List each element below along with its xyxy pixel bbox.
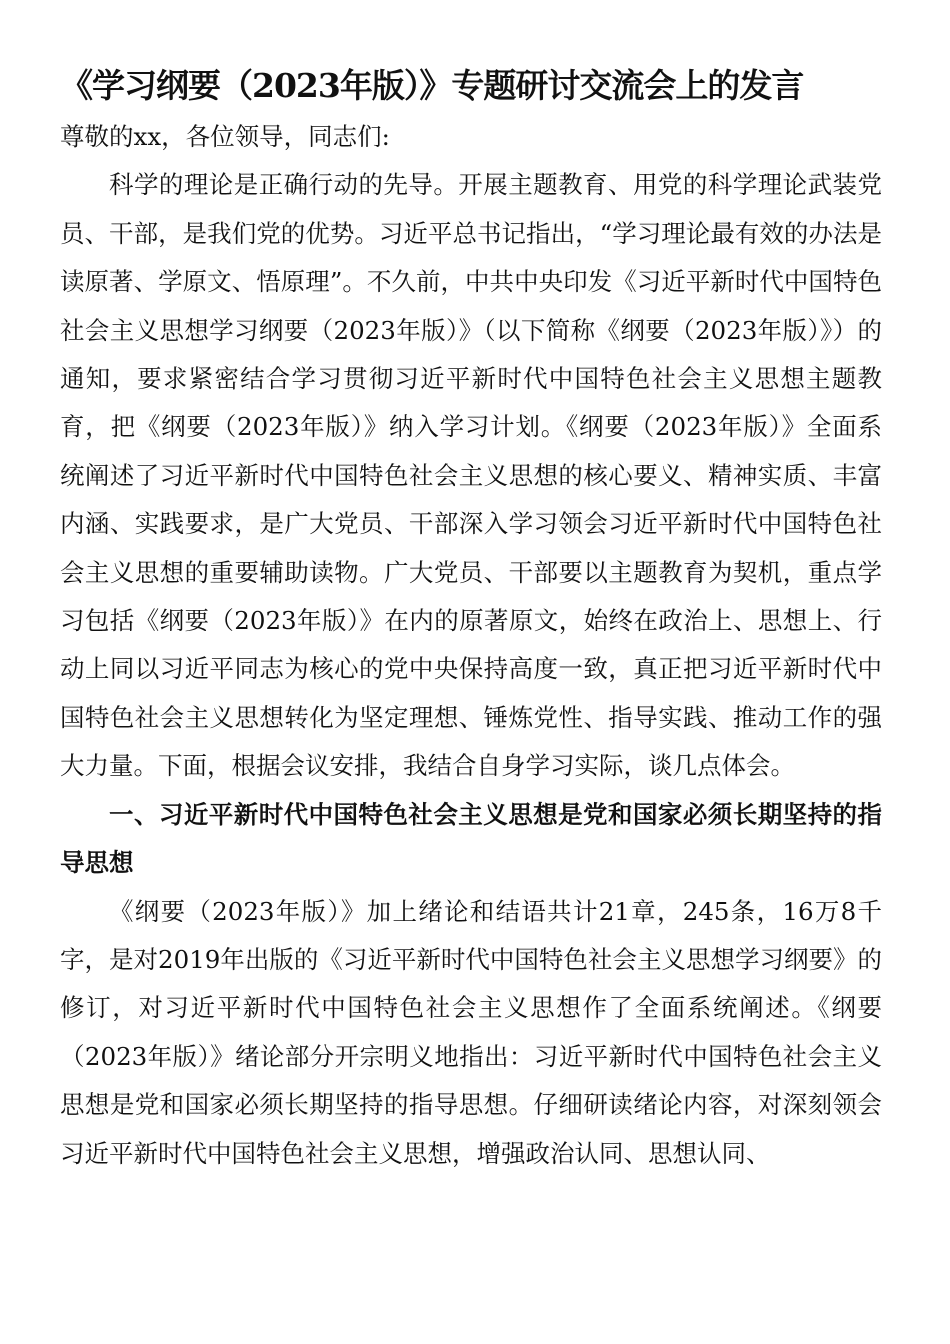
salutation: 尊敬的xx，各位领导，同志们: — [60, 122, 390, 151]
intro-paragraph: 科学的理论是正确行动的先导。开展主题教育、用党的科学理论武装党员、干部，是我们党的优势。习近平总书记指出，“学习理论最有效的办法是读原著、学原文、悟原理”。不久前，中共中央印发《习近平新时代中国特色社会主义思想学习纲要（2023年版）》（以下简称《纲要（2023年版）》）的通知，要求紧密结合学习贯彻习近平新时代中国特色社会主义思想主题教育，把《纲要（2023年版）》纳入学习计划。《纲要（2023年版）》全面系统阐述了习近平新时代中国特色社会主义思想的核心要义、精神实质、丰富内涵、实践要求，是广大党员、干部深入学习领会习近平新时代中国特色社会主义思想的重要辅助读物。广大党员、干部要以主题教育为契机，重点学习包括《纲要（2023年版）》在内的原著原文，始终在政治上、思想上、行动上同以习近平同志为核心的党中央保持高度一致，真正把习近平新时代中国特色社会主义思想转化为坚定理想、锤炼党性、指导实践、推动工作的强大力量。下面，根据会议安排，我结合自身学习实际，谈几点体会。 — [60, 170, 882, 781]
document-body — [60, 113, 882, 1178]
section-paragraph: 《纲要（2023年版）》加上绪论和结语共计21章，245条，16万8千字，是对2019年出版的《习近平新时代中国特色社会主义思想学习纲要》的修订，对习近平新时代中国特色社会主义思想作了全面系统阐述。《纲要（2023年版）》绪论部分开宗明义地指出：习近平新时代中国特色社会主义思想是党和国家必须长期坚持的指导思想。仔细研读绪论内容，对深刻领会习近平新时代中国特色社会主义思想，增强政治认同、思想认同、 — [60, 896, 882, 1168]
document-title: 《学习纲要（2023年版）》专题研讨交流会上的发言 — [60, 66, 804, 105]
section-heading: 一、习近平新时代中国特色社会主义思想是党和国家必须长期坚持的指导思想 — [60, 799, 882, 878]
